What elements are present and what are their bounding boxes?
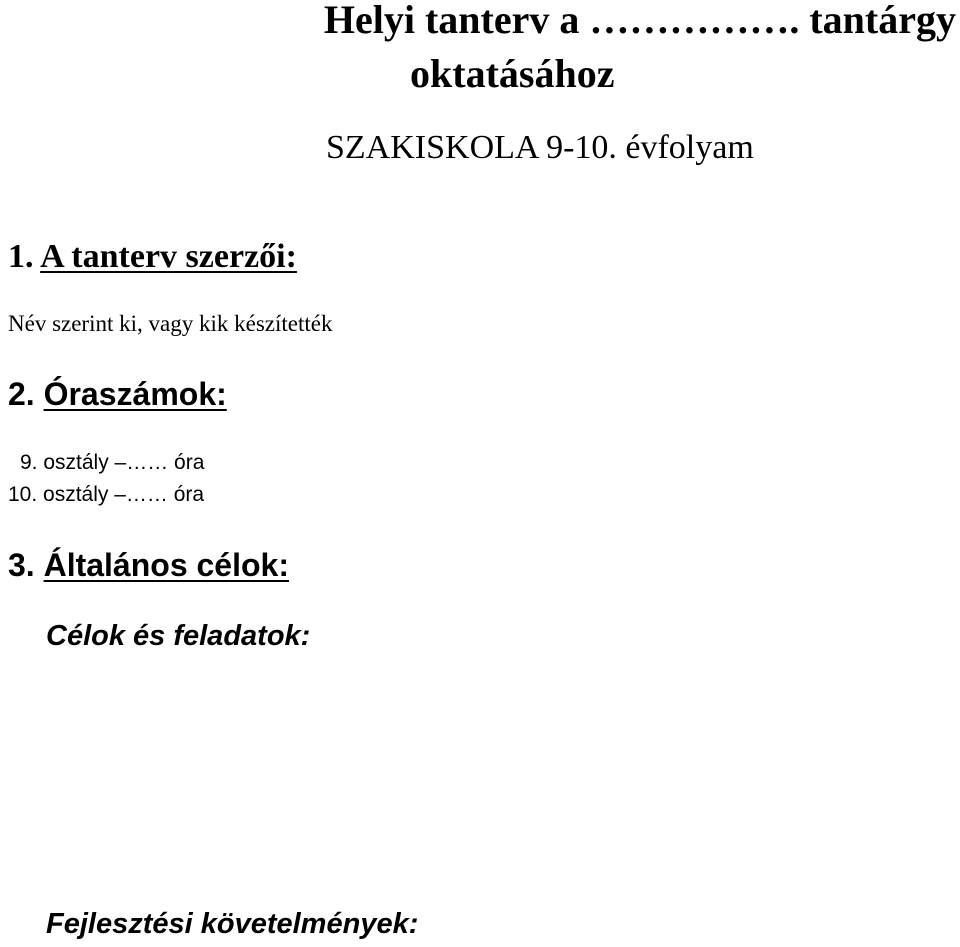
section-3-title: Általános célok:: [43, 547, 289, 583]
document-title-line-2: oktatásához: [410, 51, 615, 96]
hours-line-grade-9: 9. osztály –…… óra: [20, 451, 205, 474]
section-1-number: 1.: [8, 238, 34, 275]
section-3-number: 3.: [8, 547, 35, 583]
section-1-title: A tanterv szerzői:: [40, 238, 297, 275]
document-subtitle: SZAKISKOLA 9-10. évfolyam: [326, 129, 754, 166]
section-3-heading: [8, 549, 289, 581]
section-1-body: Név szerint ki, vagy kik készítették: [8, 311, 333, 336]
document-title-line-1: Helyi tanterv a ……………. tantárgy: [323, 0, 956, 42]
hours-line-grade-10: 10. osztály –…… óra: [8, 483, 205, 506]
subheading-goals-and-tasks: Célok és feladatok:: [46, 620, 311, 652]
section-2-heading: [8, 378, 227, 410]
section-2-number: 2.: [8, 376, 35, 412]
subheading-development-requirements: Fejlesztési követelmények:: [46, 908, 419, 940]
section-2-title: Óraszámok:: [43, 376, 227, 412]
section-1-heading: [8, 240, 297, 274]
